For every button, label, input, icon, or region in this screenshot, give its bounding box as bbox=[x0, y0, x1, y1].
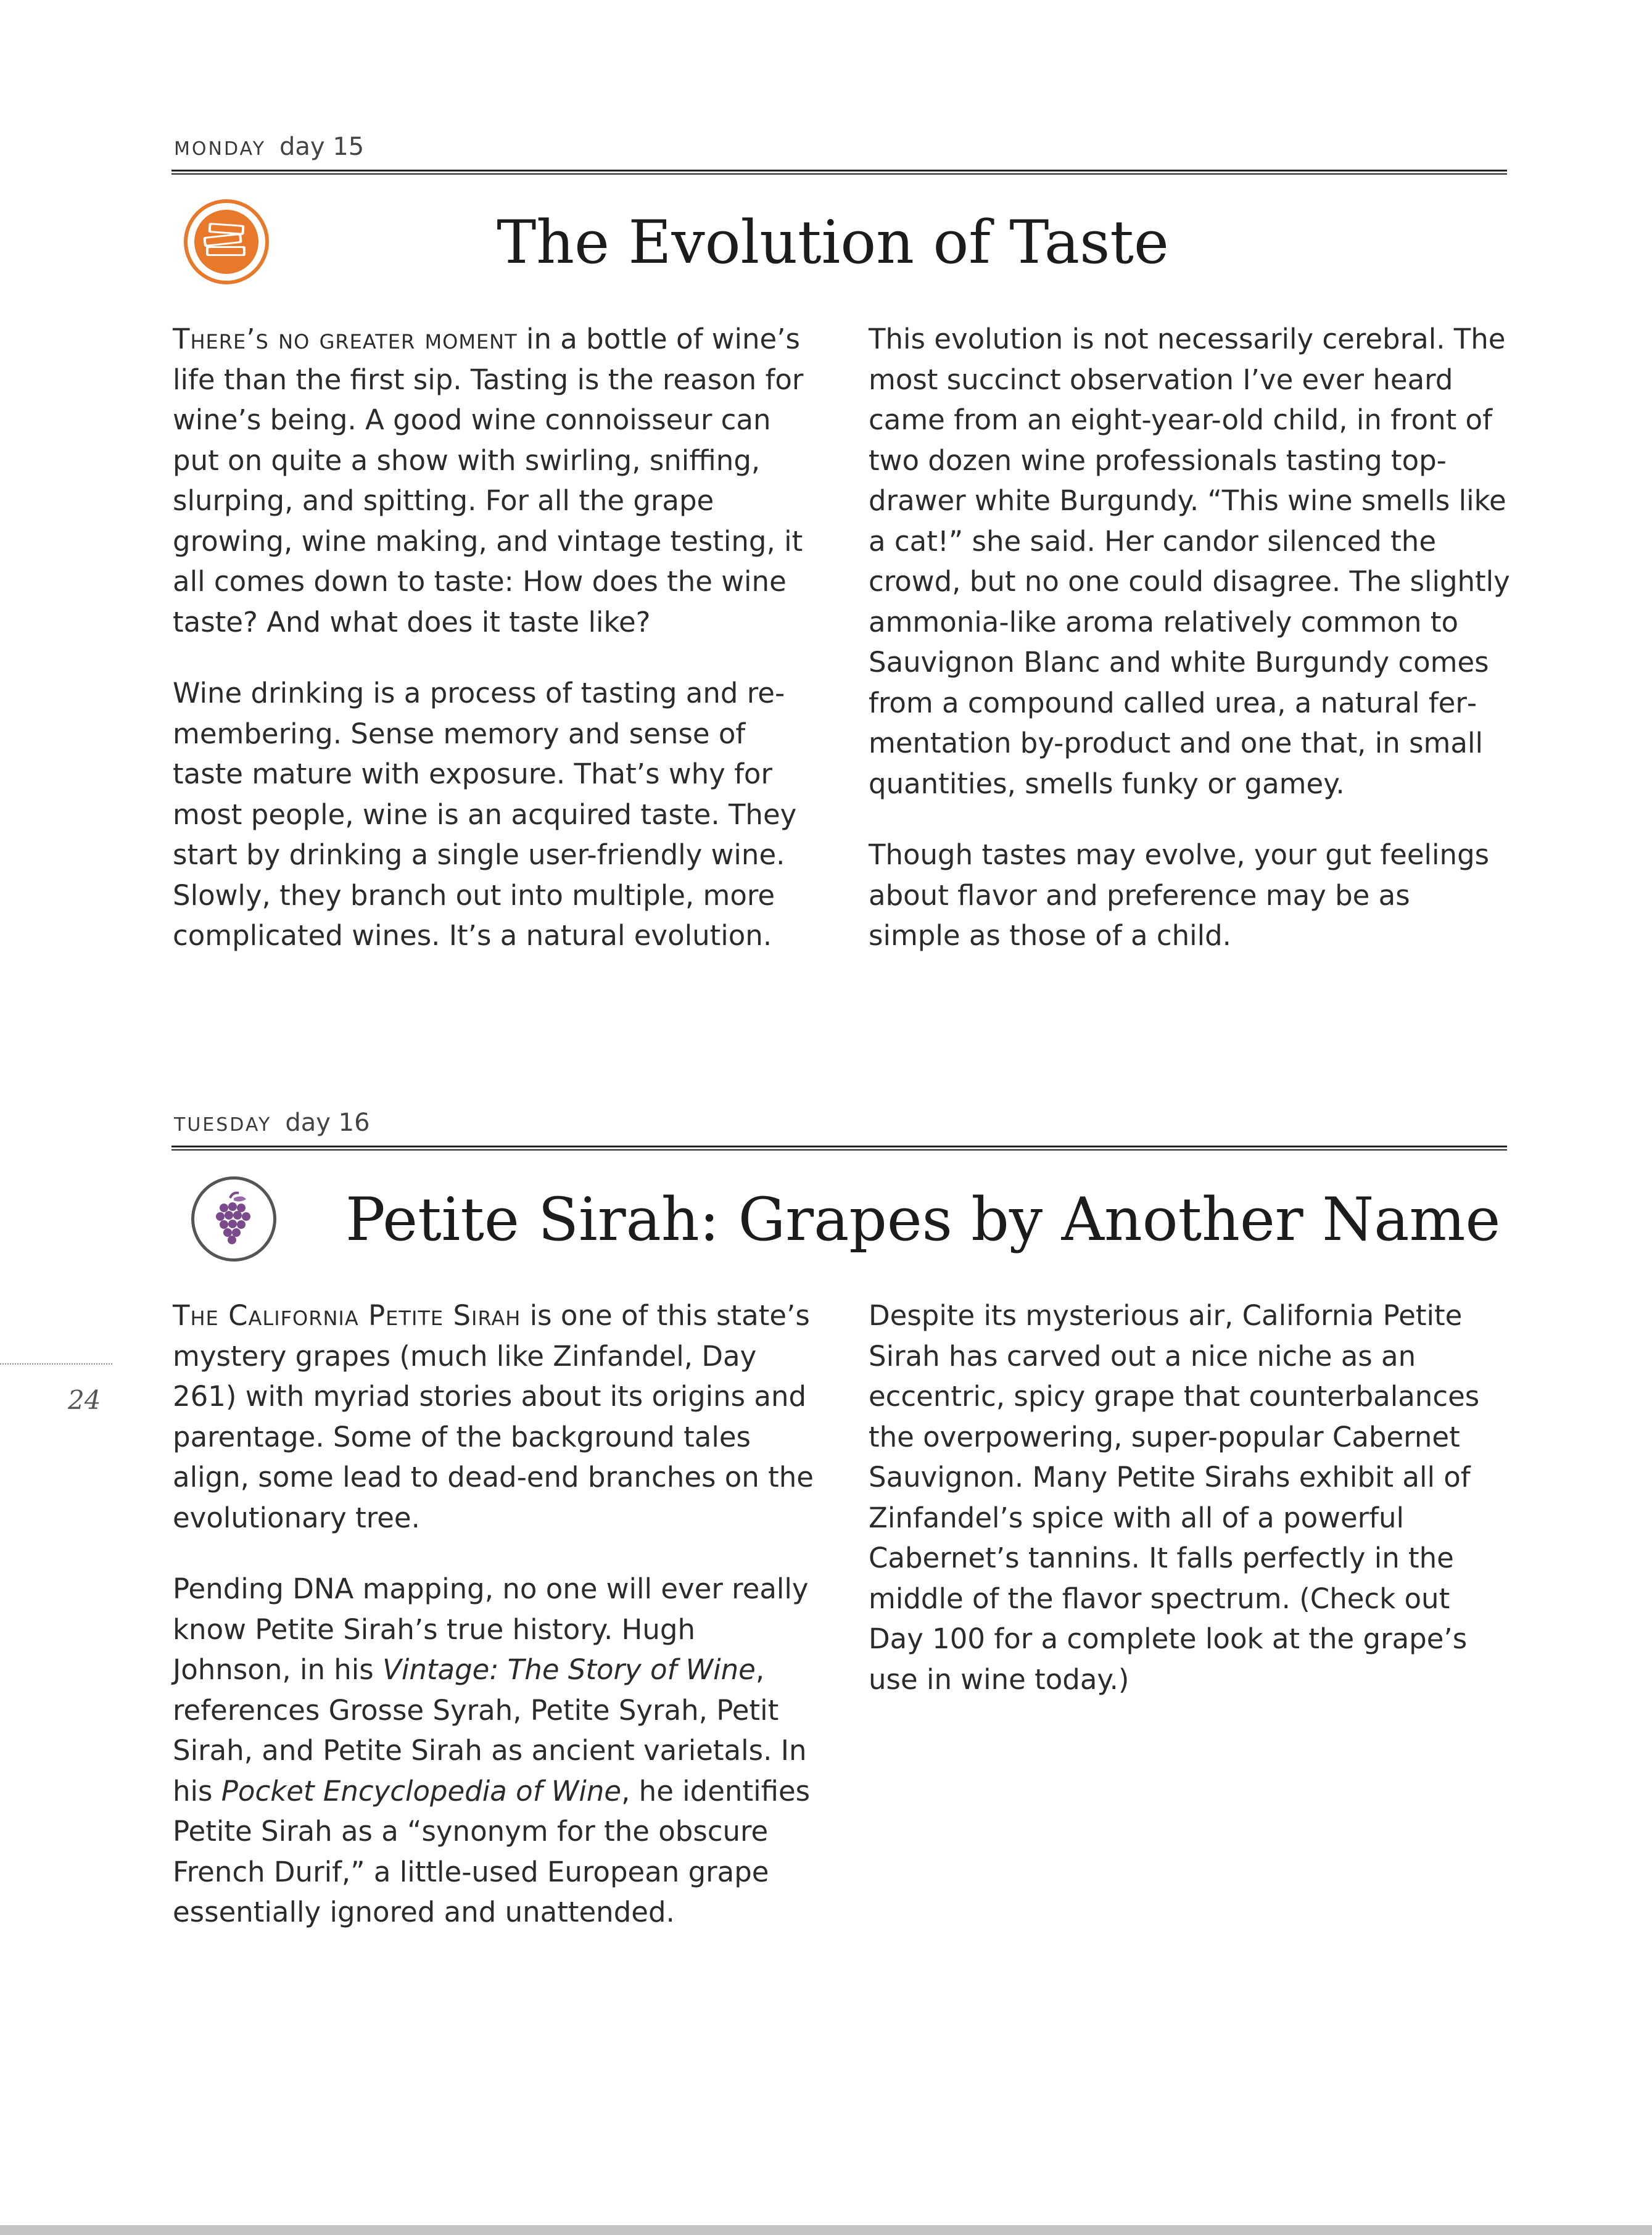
page-number-rule bbox=[0, 1363, 112, 1365]
lead-in: The California Petite Sirah bbox=[173, 1299, 521, 1332]
paragraph-text: is one of this state’s mystery grapes (much like Zinfandel, Day 261) with myriad stories about its origins and parentage. Some of the background tales align, some lead to dead-end branches on the evolutionary tree. bbox=[173, 1299, 814, 1534]
day-of-week: TUESDAY bbox=[174, 1114, 272, 1136]
article-title: Petite Sirah: Grapes by Another Name bbox=[345, 1185, 1501, 1254]
header-rule bbox=[171, 170, 1507, 175]
paragraph bbox=[173, 1295, 814, 1538]
lead-in: There’s no greater moment bbox=[173, 323, 518, 355]
article-column-right bbox=[869, 1295, 1510, 1730]
paragraph-text: Pending DNA mapping, no one will ever really know Petite Sirah’s true history. Hugh Johnson, in his bbox=[173, 1572, 809, 1686]
paragraph-text: , references Grosse Syrah, Petite Syrah, Petit Sirah, and Petite Sirah as ancient varietals. In his bbox=[173, 1653, 807, 1807]
grape-cluster-icon bbox=[191, 1176, 276, 1262]
article-title: The Evolution of Taste bbox=[497, 208, 1169, 277]
paragraph: This evolution is not necessarily cerebral. The most succinct observation I’ve ever heard came from an eight-year-old child, in front of two dozen wine professionals tasting top-drawer white Burgundy. “This wine smells like a cat!” she said. Her candor silenced the crowd, but no one could disagree. The slightly ammonia-like aroma relatively common to Sauvignon Blanc and white Burgundy comes from a compound called urea, a natural fermentation by-product and one that, in small quantities, smells funky or gamey. bbox=[869, 323, 1510, 800]
paragraph: Despite its mysterious air, California Petite Sirah has carved out a nice niche as an eccentric, spicy grape that counterbalances the overpowering, super-popular Cabernet Sauvignon. Many Petite Sirahs exhibit all of Zinfandel’s spice with all of a powerful Cabernet’s tannins. It falls perfectly in the middle of the flavor spectrum. (Check out Day 100 for a complete look at the grape’s use in wine today.) bbox=[869, 1299, 1480, 1696]
article-column-left bbox=[173, 1295, 814, 1964]
page-bottom-edge bbox=[0, 2225, 1652, 2235]
day-of-week: MONDAY bbox=[174, 138, 266, 160]
day-label bbox=[174, 133, 364, 161]
page-number: 24 bbox=[68, 1385, 101, 1415]
paragraph-text: in a bottle of wine’s life than the first sip. Tasting is the reason for wine’s being. A good wine connoisseur can put on quite a show with swirling, sniffing, slurping, and spitting. For all the grape growing, wine making, and vintage testing, it all comes down to taste: How does the wine taste? And what does it taste like? bbox=[173, 323, 804, 638]
paragraph bbox=[173, 319, 814, 642]
paragraph-text: , he identifies Petite Sirah as a “synonym for the obscure French Durif,” a little-used European grape essentially ignored and unattended. bbox=[173, 1774, 811, 1928]
day-label bbox=[174, 1109, 370, 1137]
paragraph: Though tastes may evolve, your gut feelings about flavor and preference may be as simple as those of a child. bbox=[869, 838, 1490, 952]
books-icon bbox=[184, 199, 269, 284]
book-title: Vintage: The Story of Wine bbox=[382, 1653, 756, 1686]
article-column-right bbox=[869, 319, 1510, 987]
day-number: day 15 bbox=[279, 133, 365, 161]
book-title: Pocket Encyclopedia of Wine bbox=[221, 1774, 622, 1807]
paragraph-text: Wine drinking is a process of tasting and remembering. Sense memory and sense of taste mature with exposure. That’s why for most people, wine is an acquired taste. They start by drinking a single user-friendly wine. Slowly, they branch out into multiple, more complicated wines. It’s a natural evolution. bbox=[173, 677, 797, 952]
day-number: day 16 bbox=[285, 1109, 370, 1137]
paragraph bbox=[173, 1569, 814, 1933]
header-rule bbox=[171, 1146, 1507, 1151]
article-column-left bbox=[173, 319, 814, 987]
paragraph bbox=[173, 673, 814, 956]
